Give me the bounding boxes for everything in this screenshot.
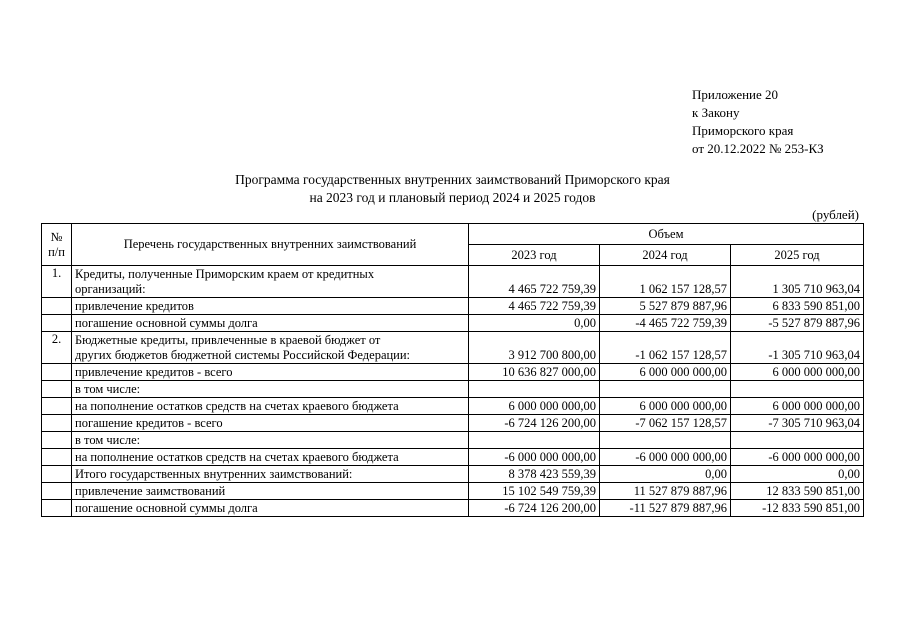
row-label-line-1: привлечение кредитов - всего — [75, 365, 233, 379]
value-cell: 6 000 000 000,00 — [469, 398, 600, 415]
row-number — [42, 449, 72, 466]
header-num — [42, 224, 72, 266]
table-row — [42, 298, 864, 315]
row-label — [72, 466, 469, 483]
row-label — [72, 332, 469, 364]
header-year-2023: 2023 год — [469, 245, 600, 266]
table-row — [42, 398, 864, 415]
table-row — [42, 500, 864, 517]
row-label-line-1: в том числе: — [75, 382, 141, 396]
value-cell — [731, 381, 864, 398]
row-label — [72, 415, 469, 432]
header-year-2025: 2025 год — [731, 245, 864, 266]
value-cell: 0,00 — [731, 466, 864, 483]
row-label-line-2: других бюджетов бюджетной системы Российской Федерации: — [75, 348, 411, 362]
value-cell: -6 724 126 200,00 — [469, 415, 600, 432]
header-list: Перечень государственных внутренних заимствований — [72, 224, 469, 266]
value-cell: -5 527 879 887,96 — [731, 315, 864, 332]
value-cell: 10 636 827 000,00 — [469, 364, 600, 381]
row-label — [72, 315, 469, 332]
value-cell — [600, 381, 731, 398]
value-cell — [600, 432, 731, 449]
table-row — [42, 332, 864, 364]
table-row — [42, 449, 864, 466]
value-cell: -7 305 710 963,04 — [731, 415, 864, 432]
value-cell: 11 527 879 887,96 — [600, 483, 731, 500]
row-label-line-1: привлечение заимствований — [75, 484, 226, 498]
table-row — [42, 381, 864, 398]
value-cell: -4 465 722 759,39 — [600, 315, 731, 332]
value-cell: 1 062 157 128,57 — [600, 266, 731, 298]
row-label-line-1: погашение кредитов - всего — [75, 416, 223, 430]
table-row — [42, 315, 864, 332]
row-number — [42, 398, 72, 415]
row-number — [42, 364, 72, 381]
row-label — [72, 381, 469, 398]
value-cell: 6 833 590 851,00 — [731, 298, 864, 315]
header-num-line-1: № — [50, 229, 63, 244]
value-cell: 3 912 700 800,00 — [469, 332, 600, 364]
row-number — [42, 381, 72, 398]
row-number — [42, 466, 72, 483]
row-number — [42, 298, 72, 315]
row-label-line-2: организаций: — [75, 282, 146, 296]
table-row — [42, 466, 864, 483]
row-label — [72, 500, 469, 517]
row-label — [72, 364, 469, 381]
table-row — [42, 266, 864, 298]
value-cell — [731, 432, 864, 449]
row-label — [72, 298, 469, 315]
value-cell: 4 465 722 759,39 — [469, 266, 600, 298]
value-cell: -6 000 000 000,00 — [600, 449, 731, 466]
value-cell: 1 305 710 963,04 — [731, 266, 864, 298]
row-number — [42, 483, 72, 500]
row-label-line-1: Бюджетные кредиты, привлеченные в краевой бюджет от — [75, 333, 381, 347]
row-number — [42, 500, 72, 517]
row-label — [72, 483, 469, 500]
title-line-2: на 2023 год и плановый период 2024 и 2025 годов — [309, 190, 596, 205]
header-row-1 — [42, 224, 864, 245]
value-cell: 6 000 000 000,00 — [600, 398, 731, 415]
table-row — [42, 415, 864, 432]
attachment-block — [692, 86, 824, 158]
table-row — [42, 432, 864, 449]
value-cell: 15 102 549 759,39 — [469, 483, 600, 500]
value-cell — [469, 432, 600, 449]
row-number: 2. — [42, 332, 72, 364]
row-label — [72, 432, 469, 449]
value-cell: 6 000 000 000,00 — [731, 398, 864, 415]
row-label-line-1: на пополнение остатков средств на счетах краевого бюджета — [75, 450, 399, 464]
value-cell: -7 062 157 128,57 — [600, 415, 731, 432]
table-row — [42, 364, 864, 381]
value-cell: -1 062 157 128,57 — [600, 332, 731, 364]
attachment-line-2: к Закону — [692, 105, 740, 120]
value-cell: 4 465 722 759,39 — [469, 298, 600, 315]
row-label-line-1: в том числе: — [75, 433, 141, 447]
value-cell: -6 000 000 000,00 — [731, 449, 864, 466]
table-row — [42, 483, 864, 500]
value-cell: -6 000 000 000,00 — [469, 449, 600, 466]
attachment-line-1: Приложение 20 — [692, 87, 779, 102]
value-cell: 5 527 879 887,96 — [600, 298, 731, 315]
value-cell: 12 833 590 851,00 — [731, 483, 864, 500]
row-label-line-1: Итого государственных внутренних заимствований: — [75, 467, 353, 481]
value-cell: 6 000 000 000,00 — [731, 364, 864, 381]
row-label-line-1: Кредиты, полученные Приморским краем от кредитных — [75, 267, 375, 281]
row-label — [72, 449, 469, 466]
title-line-1: Программа государственных внутренних заимствований Приморского края — [235, 172, 670, 187]
header-year-2024: 2024 год — [600, 245, 731, 266]
row-label-line-1: привлечение кредитов — [75, 299, 194, 313]
value-cell: -1 305 710 963,04 — [731, 332, 864, 364]
row-label — [72, 398, 469, 415]
unit-label: (рублей) — [812, 207, 859, 222]
row-number — [42, 415, 72, 432]
header-num-line-2: п/п — [48, 244, 65, 259]
row-number — [42, 432, 72, 449]
borrowings-table — [41, 223, 864, 517]
value-cell: 8 378 423 559,39 — [469, 466, 600, 483]
document-title — [0, 171, 905, 207]
value-cell — [469, 381, 600, 398]
row-label-line-1: на пополнение остатков средств на счетах краевого бюджета — [75, 399, 399, 413]
row-label-line-1: погашение основной суммы долга — [75, 501, 258, 515]
value-cell: 0,00 — [469, 315, 600, 332]
row-number: 1. — [42, 266, 72, 298]
attachment-line-3: Приморского края — [692, 123, 794, 138]
attachment-line-4: от 20.12.2022 № 253-КЗ — [692, 141, 824, 156]
row-number — [42, 315, 72, 332]
value-cell: -12 833 590 851,00 — [731, 500, 864, 517]
value-cell: -11 527 879 887,96 — [600, 500, 731, 517]
value-cell: -6 724 126 200,00 — [469, 500, 600, 517]
value-cell: 6 000 000 000,00 — [600, 364, 731, 381]
value-cell: 0,00 — [600, 466, 731, 483]
header-volume: Объем — [469, 224, 864, 245]
row-label — [72, 266, 469, 298]
row-label-line-1: погашение основной суммы долга — [75, 316, 258, 330]
